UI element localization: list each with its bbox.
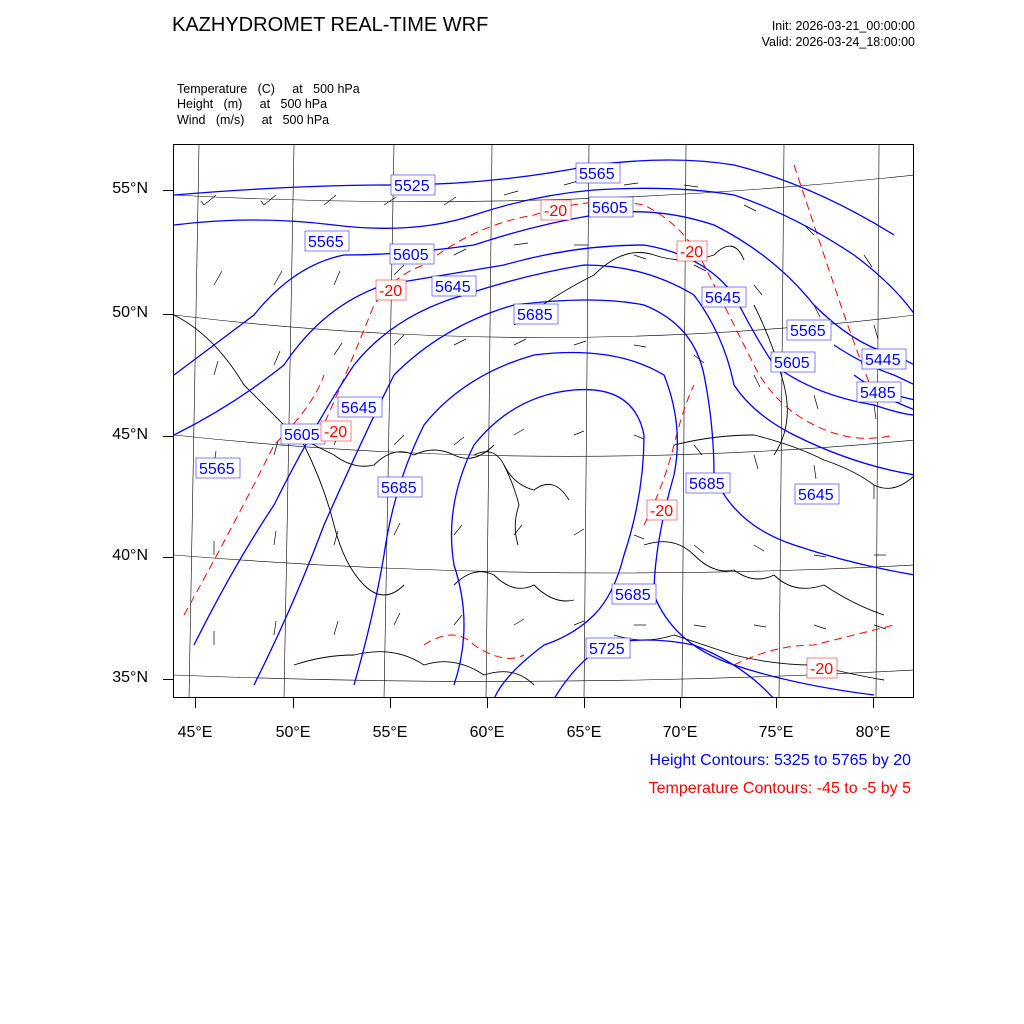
height-label: [589, 197, 633, 217]
svg-text:5645: 5645: [435, 279, 471, 296]
lon-label: 70°E: [662, 724, 698, 741]
temperature-label: [321, 421, 351, 441]
lon-tick: [390, 698, 391, 708]
height-label: [514, 304, 558, 324]
height-label: [196, 458, 240, 478]
svg-text:5605: 5605: [774, 355, 810, 372]
lat-label: 45°N: [112, 426, 148, 443]
height-label: [576, 163, 620, 183]
svg-text:-20: -20: [810, 661, 834, 678]
height-label: [795, 484, 839, 504]
svg-text:-20: -20: [324, 424, 348, 441]
svg-text:5685: 5685: [689, 476, 725, 493]
height-label: [338, 397, 382, 417]
svg-text:5485: 5485: [860, 385, 896, 402]
lat-tick: [163, 557, 173, 558]
graticule: [174, 145, 914, 698]
svg-text:5725: 5725: [589, 641, 625, 658]
height-label: [432, 276, 476, 296]
height-label: [390, 244, 434, 264]
lon-label: 65°E: [566, 724, 602, 741]
lon-tick: [680, 698, 681, 708]
height-label: [378, 477, 422, 497]
svg-text:-20: -20: [544, 203, 568, 220]
chart-title: KAZHYDROMET REAL-TIME WRF: [172, 14, 489, 36]
lat-tick: [163, 190, 173, 191]
lat-tick: [163, 314, 173, 315]
map-canvas: [174, 145, 914, 698]
svg-text:5685: 5685: [381, 480, 417, 497]
lon-label: 75°E: [758, 724, 794, 741]
valid-time: Valid: 2026-03-24_18:00:00: [761, 35, 915, 49]
svg-text:5645: 5645: [341, 400, 377, 417]
svg-text:-20: -20: [650, 503, 674, 520]
map-panel: [173, 144, 914, 698]
svg-text:5605: 5605: [284, 427, 320, 444]
lon-label: 80°E: [855, 724, 891, 741]
lon-label: 60°E: [469, 724, 505, 741]
svg-text:5565: 5565: [790, 323, 826, 340]
height-label: [702, 287, 746, 307]
height-label: [305, 231, 349, 251]
lat-label: 55°N: [112, 180, 148, 197]
svg-text:5645: 5645: [705, 290, 741, 307]
svg-text:5525: 5525: [394, 178, 430, 195]
svg-text:5685: 5685: [615, 587, 651, 604]
height-label: [857, 382, 901, 402]
height-label: [787, 320, 831, 340]
height-label: [862, 349, 906, 369]
height-label: [686, 473, 730, 493]
svg-text:-20: -20: [680, 244, 704, 261]
height-label: [391, 175, 435, 195]
lat-tick: [163, 436, 173, 437]
lon-label: 55°E: [372, 724, 408, 741]
field-wind: Wind (m/s) at 500 hPa: [177, 113, 330, 127]
lon-label: 50°E: [275, 724, 311, 741]
svg-text:5685: 5685: [517, 307, 553, 324]
temperature-label: [647, 500, 677, 520]
temperature-label: [376, 280, 406, 300]
svg-text:5605: 5605: [592, 200, 628, 217]
height-contour-legend: Height Contours: 5325 to 5765 by 20: [649, 752, 911, 769]
lon-tick: [776, 698, 777, 708]
init-time: Init: 2026-03-21_00:00:00: [771, 19, 915, 33]
lon-tick: [195, 698, 196, 708]
lon-tick: [584, 698, 585, 708]
svg-text:5605: 5605: [393, 247, 429, 264]
lat-label: 40°N: [112, 547, 148, 564]
lat-label: 50°N: [112, 304, 148, 321]
svg-text:5645: 5645: [798, 487, 834, 504]
height-contour-labels: [196, 163, 906, 658]
height-label: [281, 424, 325, 444]
temperature-label: [807, 658, 837, 678]
svg-text:5445: 5445: [865, 352, 901, 369]
height-label: [612, 584, 656, 604]
height-label: [586, 638, 630, 658]
height-label: [771, 352, 815, 372]
lat-label: 35°N: [112, 669, 148, 686]
field-height: Height (m) at 500 hPa: [177, 97, 328, 111]
svg-text:5565: 5565: [579, 166, 615, 183]
lon-tick: [873, 698, 874, 708]
svg-text:5565: 5565: [199, 461, 235, 478]
lon-label: 45°E: [177, 724, 213, 741]
svg-text:5565: 5565: [308, 234, 344, 251]
temperature-contour-labels: [321, 200, 837, 678]
temperature-contour-legend: Temperature Contours: -45 to -5 by 5: [648, 780, 911, 797]
lat-tick: [163, 679, 173, 680]
lon-tick: [293, 698, 294, 708]
lon-tick: [487, 698, 488, 708]
svg-text:-20: -20: [379, 283, 403, 300]
field-temperature: Temperature (C) at 500 hPa: [177, 82, 360, 96]
temperature-label: [677, 241, 707, 261]
temperature-label: [541, 200, 571, 220]
